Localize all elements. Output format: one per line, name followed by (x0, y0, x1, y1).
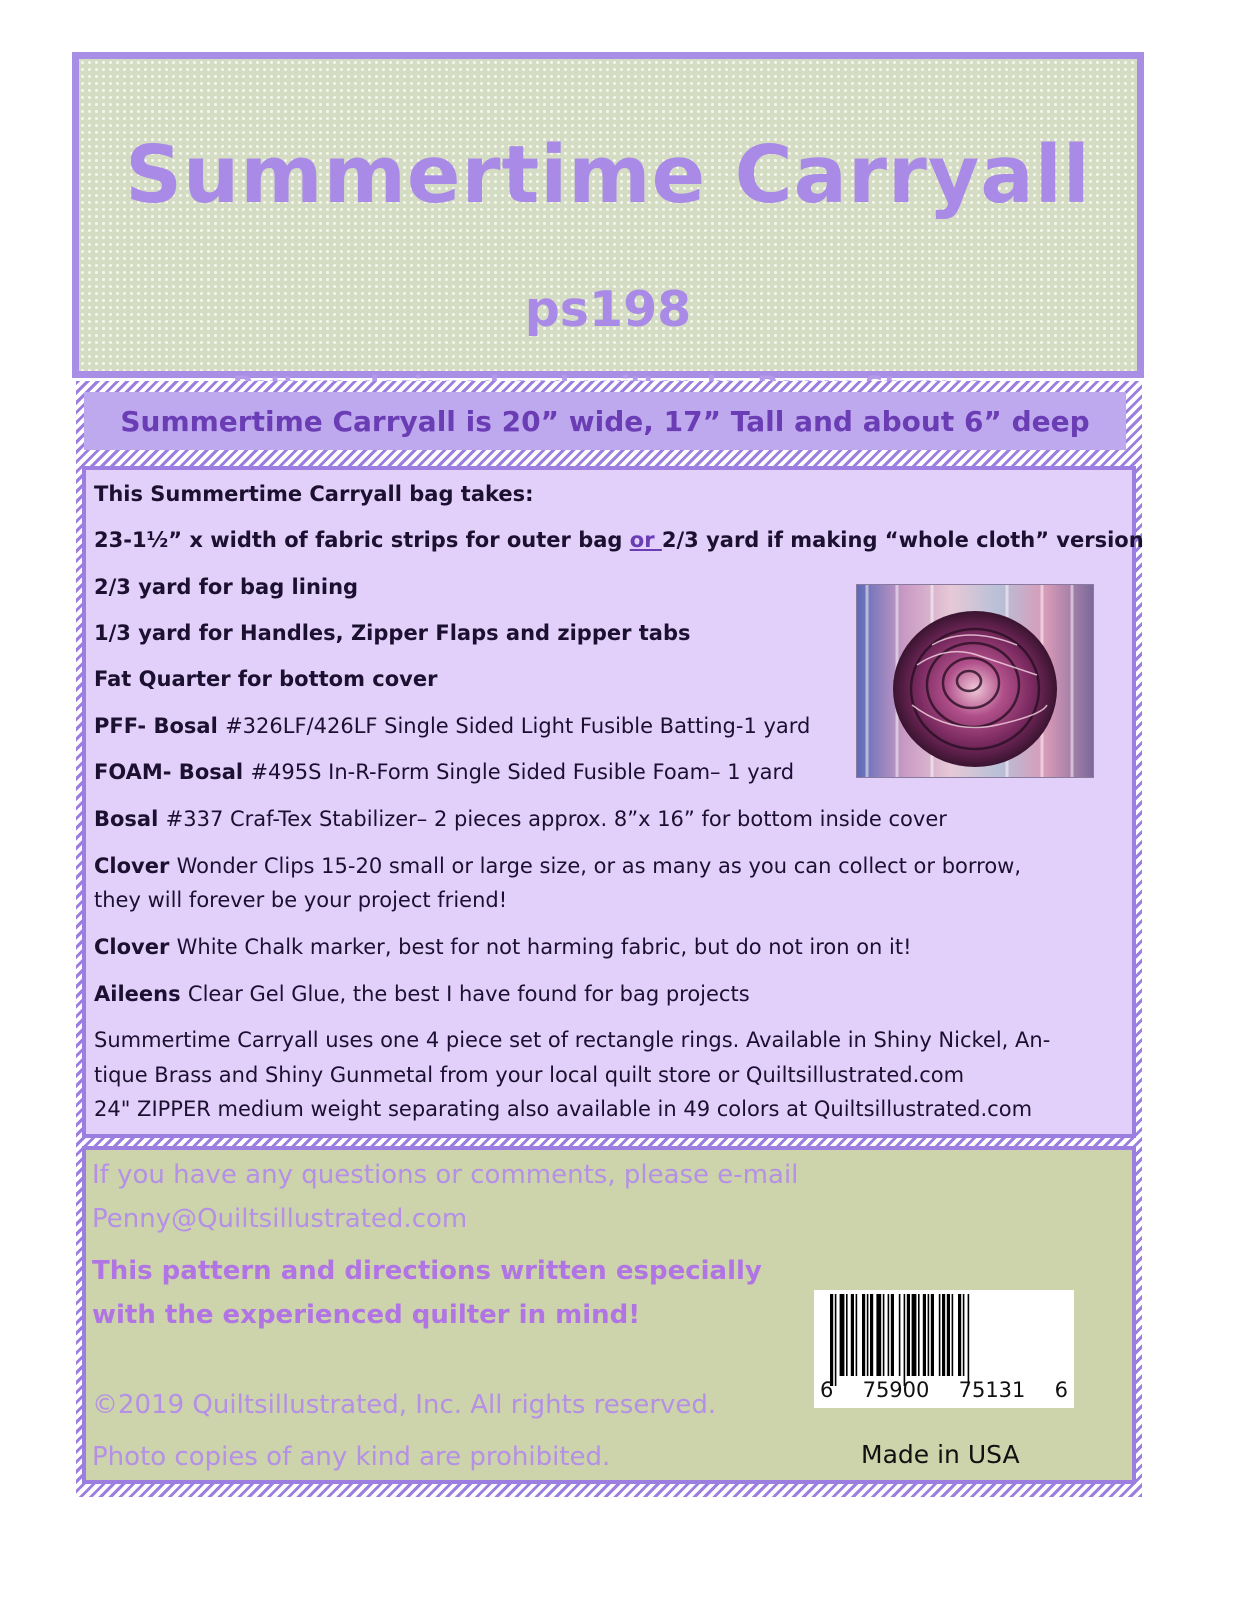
made-in-label: Made in USA (861, 1440, 1020, 1469)
barcode-bar (912, 1294, 917, 1376)
barcode-bar (952, 1294, 954, 1376)
brand-label: FOAM- Bosal (94, 760, 251, 784)
barcode-bar (883, 1294, 885, 1376)
material-desc: #326LF/426LF Single Sided Light Fusible Batting-1 yard (225, 714, 811, 738)
barcode-bars (814, 1290, 1074, 1386)
barcode-bar (923, 1294, 926, 1376)
brand-label: Aileens (94, 982, 188, 1006)
rings-note: Summertime Carryall uses one 4 piece set of rectangle rings. Available in Shiny Nickel, An- (94, 1028, 1051, 1052)
barcode-digit: 6 (820, 1378, 834, 1402)
material-item: 1/3 yard for Handles, Zipper Flaps and zipper tabs (94, 621, 691, 645)
promo-line: with the experienced quilter in mind! (92, 1300, 641, 1330)
zipper-note: 24" ZIPPER medium weight separating also available in 49 colors at Quiltsillustrated.com (94, 1097, 1033, 1121)
fabric-rosette-image (857, 585, 1093, 777)
material-item (94, 854, 1021, 878)
brand-label: Clover (94, 854, 177, 878)
copyright-notice: ©2019 Quiltsillustrated, Inc. All rights reserved. (92, 1390, 717, 1420)
product-photo (856, 584, 1094, 778)
material-item-continued: they will forever be your project friend! (94, 888, 508, 912)
strips-text: 23-1½” x width of fabric strips for outer bag (94, 528, 630, 552)
material-item: 2/3 yard for bag lining (94, 575, 359, 599)
material-desc: Clear Gel Glue, the best I have found for bag projects (187, 982, 750, 1006)
barcode-bar (928, 1294, 930, 1376)
barcode-bar (904, 1294, 906, 1386)
material-item (94, 982, 750, 1006)
barcode-bar (918, 1294, 920, 1376)
dimensions-banner: Summertime Carryall is 20” wide, 17” Tall and about 6” deep (84, 392, 1126, 450)
photocopy-notice: Photo copies of any kind are prohibited. (92, 1442, 611, 1472)
material-item (94, 807, 947, 831)
material-desc: #337 Craf-Tex Stabilizer– 2 pieces approx. 8”x 16” for bottom inside cover (165, 807, 947, 831)
materials-box (82, 466, 1144, 1138)
material-desc: White Chalk marker, best for not harming fabric, but do not iron on it! (176, 935, 912, 959)
barcode-bar (939, 1294, 941, 1376)
pattern-title: Summertime Carryall (125, 129, 1091, 221)
barcode-bar (876, 1294, 881, 1376)
barcode-bar (899, 1294, 901, 1376)
contact-email[interactable]: Penny@Quiltsillustrated.com (92, 1204, 468, 1234)
or-link-text: or (629, 528, 662, 552)
barcode-bar (907, 1294, 910, 1376)
contact-line: If you have any questions or comments, please e-mail (92, 1160, 799, 1190)
barcode-bar (947, 1294, 950, 1376)
barcode-bar (958, 1294, 961, 1376)
material-item (94, 714, 810, 738)
footer-panel (82, 1146, 1136, 1484)
brand-label: Clover (94, 935, 177, 959)
strips-alt-text: 2/3 yard if making “whole cloth” version (661, 528, 1144, 552)
barcode-bar (931, 1294, 934, 1376)
barcode-bar (942, 1294, 945, 1376)
barcode-bar (870, 1294, 873, 1376)
barcode-bar (835, 1294, 837, 1386)
material-desc: Wonder Clips 15-20 small or large size, or as many as you can collect or borrow, (176, 854, 1022, 878)
brand-label: PFF- Bosal (94, 714, 226, 738)
pattern-code: ps198 (524, 281, 692, 338)
barcode-bar (856, 1294, 858, 1376)
barcode-bar (840, 1294, 845, 1376)
title-panel (72, 52, 1144, 378)
rings-note-continued: tique Brass and Shiny Gunmetal from your local quilt store or Quiltsillustrated.com (94, 1063, 965, 1087)
barcode-digit: 75900 (862, 1378, 930, 1402)
promo-line: This pattern and directions written especially (92, 1256, 762, 1286)
barcode-bar (888, 1294, 890, 1376)
material-item: Fat Quarter for bottom cover (94, 667, 438, 691)
materials-intro: This Summertime Carryall bag takes: (94, 482, 534, 506)
barcode (814, 1290, 1074, 1408)
material-desc: #495S In-R-Form Single Sided Fusible Foam– 1 yard (250, 760, 795, 784)
barcode-digit: 6 (1054, 1378, 1068, 1402)
barcode-bar (862, 1294, 865, 1376)
barcode-bar (846, 1294, 848, 1376)
barcode-bar (851, 1294, 854, 1376)
barcode-bar (891, 1294, 894, 1376)
barcode-bar (968, 1294, 970, 1386)
material-item (94, 935, 912, 959)
barcode-bar (867, 1294, 869, 1376)
material-item (94, 760, 794, 784)
barcode-digit: 75131 (958, 1378, 1026, 1402)
barcode-bar (830, 1294, 833, 1386)
material-item (94, 528, 1144, 552)
barcode-bar (963, 1294, 965, 1376)
barcode-digits (814, 1378, 1074, 1402)
brand-label: Bosal (94, 807, 166, 831)
